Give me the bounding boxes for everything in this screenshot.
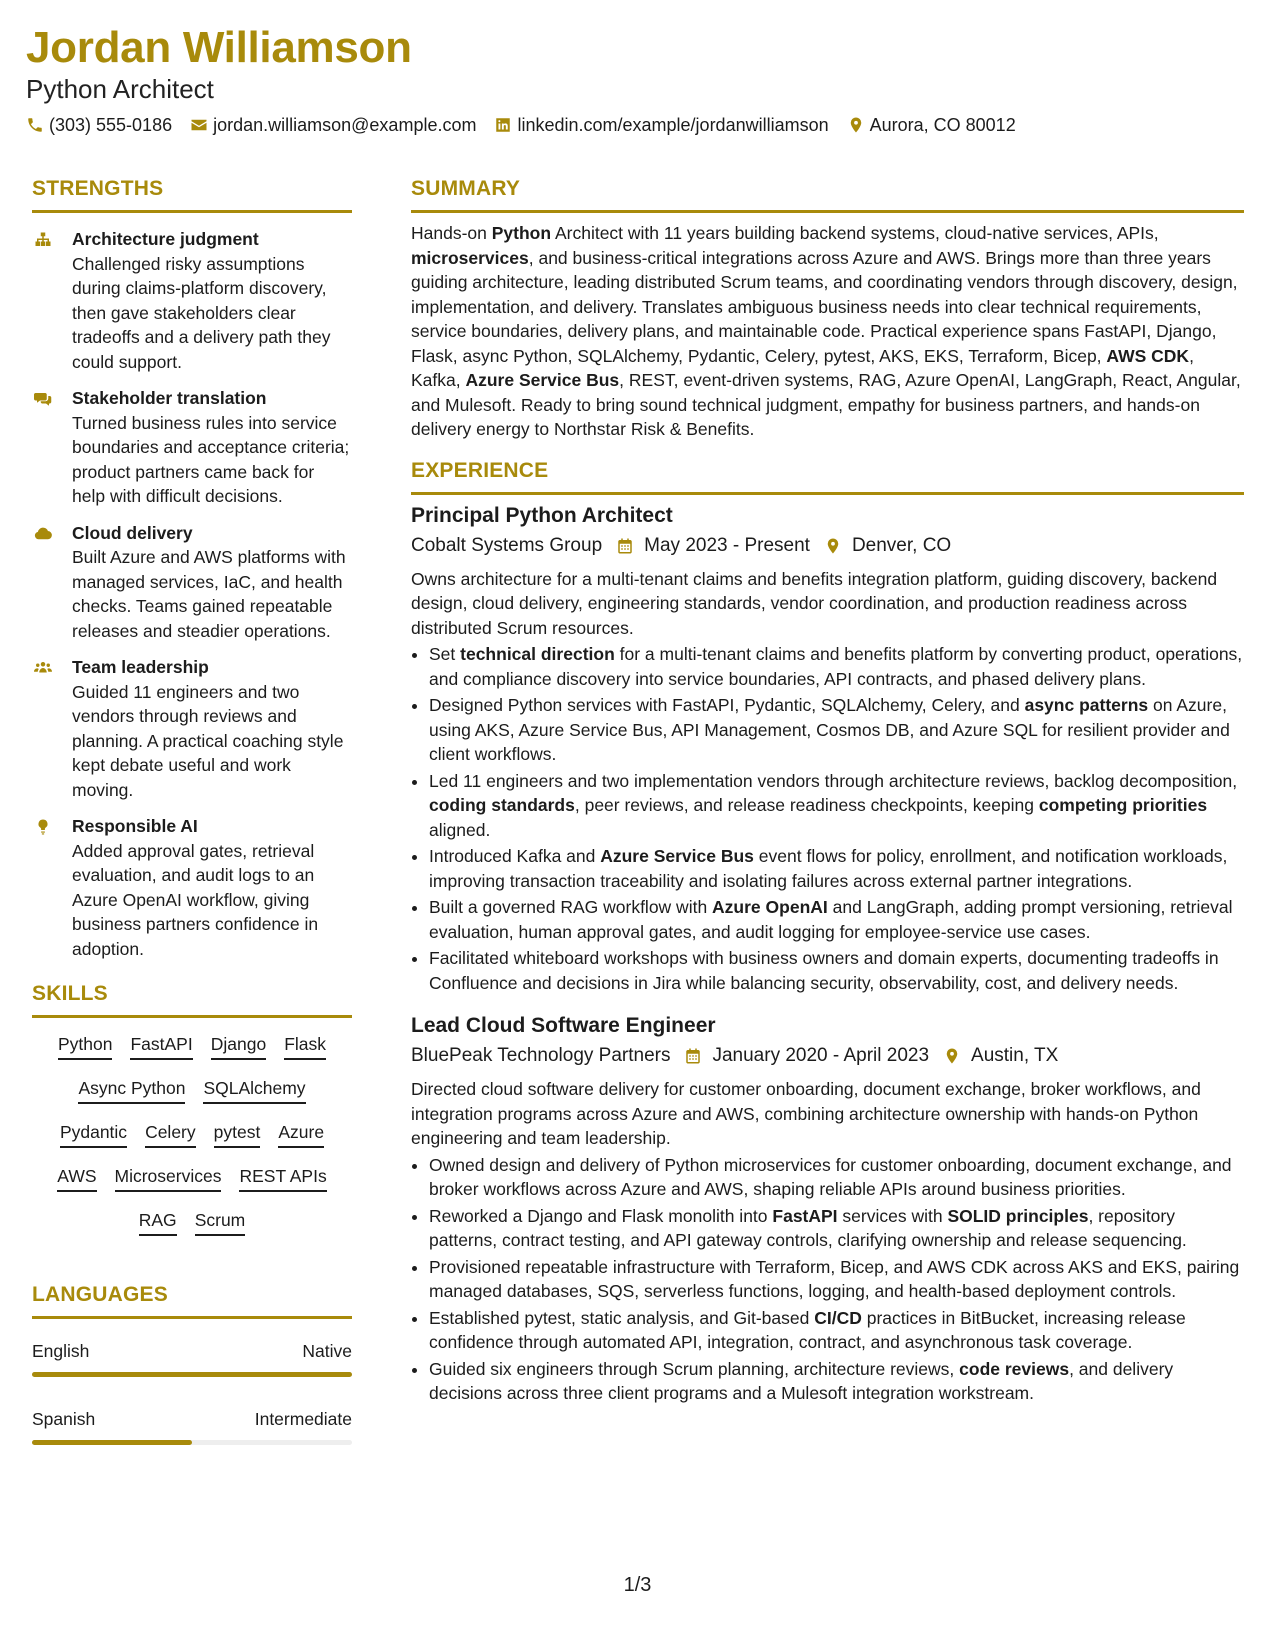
job-dates: May 2023 - Present	[644, 534, 810, 556]
summary-section	[411, 176, 1244, 442]
skills-row	[32, 1120, 352, 1148]
skill-tag: Pydantic	[60, 1120, 127, 1148]
skills-list	[32, 1032, 352, 1236]
language-level: Native	[302, 1341, 352, 1361]
section-divider	[411, 210, 1244, 213]
skill-tag: SQLAlchemy	[203, 1076, 305, 1104]
skill-tag: Async Python	[78, 1076, 185, 1104]
bold-keyword: Python	[491, 223, 552, 243]
language-proficiency-bar	[32, 1440, 352, 1445]
strength-description: Turned business rules into service boundaries and acceptance criteria; product partners came back for help with difficult decisions.	[72, 412, 350, 506]
job-company: BluePeak Technology Partners	[411, 1045, 671, 1066]
language-name: Spanish	[32, 1409, 96, 1429]
phone-icon	[26, 116, 44, 134]
jobs-list	[411, 501, 1244, 1406]
strength-title: Team leadership	[72, 657, 209, 677]
skill-tag: pytest	[214, 1120, 261, 1148]
envelope-icon	[190, 116, 208, 134]
bold-keyword: coding standards	[429, 795, 575, 815]
bullet-item: • Introduced Kafka and Azure Service Bus event flows for policy, enrollment, and notification workloads, improving transaction traceability and isolating failures across external partner integrations.	[429, 844, 1244, 893]
lightbulb-icon	[32, 814, 72, 961]
languages-section	[32, 1282, 352, 1445]
language-name: English	[32, 1341, 90, 1361]
job-description: Directed cloud software delivery for customer onboarding, document exchange, broker workflows, and integration programs across Azure and AWS, combining architecture ownership with hands-on Python engineering and team leadership.	[411, 1079, 1201, 1148]
bold-keyword: FastAPI	[772, 1205, 838, 1226]
contact-linkedin[interactable]	[494, 112, 828, 138]
strength-title: Responsible AI	[72, 816, 198, 836]
job-location: Denver, CO	[851, 534, 952, 556]
phone-text: (303) 555-0186	[49, 115, 173, 135]
bold-keyword: Azure Service Bus	[600, 846, 754, 866]
languages-heading: LANGUAGES	[32, 1283, 168, 1306]
section-divider	[411, 492, 1244, 495]
languages-list	[32, 1339, 352, 1445]
strength-item	[32, 227, 352, 374]
skill-tag: Scrum	[195, 1208, 246, 1236]
bullet-item: • Facilitated whiteboard workshops with business owners and domain experts, documenting tradeoffs in Confluence and decisions in Jira while balancing security, observability, cost, and delivery needs.	[429, 946, 1244, 995]
strength-text	[72, 814, 352, 961]
skill-tag: REST APIs	[239, 1164, 326, 1192]
skills-row	[32, 1208, 352, 1236]
bullet-item: • Owned design and delivery of Python microservices for customer onboarding, document exchange, and broker workflows across Azure and AWS, shaping reliable APIs around business priorities.	[429, 1153, 1244, 1202]
page-number: 1/3	[623, 1574, 652, 1596]
bold-keyword: SOLID principles	[947, 1205, 1089, 1226]
bold-keyword: async patterns	[1024, 695, 1149, 715]
skill-tag: Azure	[278, 1120, 324, 1148]
skill-tag: FastAPI	[130, 1032, 192, 1060]
section-divider	[32, 1015, 352, 1018]
contact-phone[interactable]	[26, 112, 172, 138]
experience-heading: EXPERIENCE	[411, 458, 549, 482]
map-marker-icon	[943, 1047, 961, 1065]
strength-title: Architecture judgment	[72, 229, 259, 249]
skills-heading: SKILLS	[32, 982, 108, 1005]
job-meta	[411, 531, 1244, 561]
cloud-icon	[32, 521, 72, 644]
strength-text	[72, 386, 352, 509]
strength-title: Stakeholder translation	[72, 388, 267, 408]
job-company: Cobalt Systems Group	[411, 534, 603, 556]
skill-tag: Celery	[145, 1120, 196, 1148]
strength-item	[32, 386, 352, 509]
bold-keyword: CI/CD	[814, 1307, 862, 1328]
language-level: Intermediate	[254, 1409, 352, 1429]
bold-keyword: microservices	[411, 247, 529, 268]
experience-section	[411, 458, 1244, 1406]
bullet-item: • Set technical direction for a multi-tenant claims and benefits platform by converting product, operations, and compliance discovery into service boundaries, API contracts, and phased delivery plans.	[429, 642, 1244, 691]
bullet-item: • Built a governed RAG workflow with Azure OpenAI and LangGraph, adding prompt versioning, retrieval evaluation, human approval gates, and audit logging for employee-service use cases.	[429, 895, 1244, 944]
skills-section	[32, 981, 352, 1236]
strength-title: Cloud delivery	[72, 522, 193, 543]
job-description: Owns architecture for a multi-tenant claims and benefits integration platform, guiding discovery, backend design, cloud delivery, engineering standards, vendor coordination, and production readiness across distributed Scrum resources.	[411, 568, 1218, 638]
bullet-item: • Led 11 engineers and two implementation vendors through architecture reviews, backlog decomposition, coding standards, peer reviews, and release readiness checkpoints, keeping competing priorities aligned.	[429, 769, 1244, 843]
bold-keyword: Azure Service Bus	[465, 370, 620, 390]
job-entry	[411, 1011, 1244, 1406]
strengths-section	[32, 176, 352, 961]
job-meta	[411, 1041, 1244, 1071]
contact-email[interactable]	[190, 112, 476, 138]
strength-description: Guided 11 engineers and two vendors through reviews and planning. A practical coaching style kept debate useful and work moving.	[72, 681, 344, 800]
left-column	[32, 176, 352, 1445]
skill-tag: Python	[58, 1032, 112, 1060]
bold-keyword: competing priorities	[1038, 795, 1208, 815]
map-marker-icon	[824, 537, 842, 555]
language-proficiency-fill	[32, 1440, 192, 1445]
strength-item	[32, 521, 352, 644]
skill-tag: AWS	[57, 1164, 96, 1192]
linkedin-text: linkedin.com/example/jordanwilliamson	[517, 115, 829, 135]
skill-tag: RAG	[139, 1208, 177, 1236]
bold-keyword: technical direction	[460, 644, 615, 664]
summary-heading: SUMMARY	[411, 177, 521, 200]
map-marker-icon	[847, 116, 865, 134]
email-text: jordan.williamson@example.com	[213, 115, 477, 135]
strengths-heading: STRENGTHS	[32, 177, 164, 200]
language-proficiency-bar	[32, 1372, 352, 1377]
skill-tag: Django	[211, 1032, 266, 1060]
bullet-item: • Established pytest, static analysis, and Git-based CI/CD practices in BitBucket, increasing release confidence through automated API, integration, contract, and asynchronous task coverage.	[429, 1306, 1244, 1355]
bold-keyword: AWS CDK	[1106, 345, 1190, 366]
job-entry	[411, 501, 1244, 996]
language-proficiency-fill	[32, 1372, 352, 1377]
comments-icon	[32, 386, 72, 509]
right-column	[411, 176, 1244, 1408]
bullet-item: • Provisioned repeatable infrastructure with Terraform, Bicep, and AWS CDK across AKS and EKS, pairing managed databases, SQS, serverless functions, logging, and health-based deployment controls.	[429, 1255, 1244, 1304]
strength-text	[72, 227, 352, 374]
strength-item	[32, 814, 352, 961]
strength-item	[32, 655, 352, 802]
language-row	[32, 1407, 352, 1431]
skills-row	[32, 1032, 352, 1060]
bold-keyword: code reviews	[959, 1358, 1070, 1379]
section-divider	[32, 210, 352, 213]
strength-text	[72, 521, 352, 644]
location-text: Aurora, CO 80012	[869, 115, 1016, 135]
linkedin-icon	[494, 116, 512, 134]
language-item	[32, 1407, 352, 1445]
bold-keyword: Azure OpenAI	[712, 897, 828, 917]
bullet-item: • Reworked a Django and Flask monolith into FastAPI services with SOLID principles, repository patterns, contract testing, and API gateway controls, clarifying ownership and release sequencing.	[429, 1204, 1244, 1253]
job-bullets	[411, 642, 1244, 995]
users-icon	[32, 655, 72, 802]
candidate-name: Jordan Williamson	[26, 23, 412, 72]
contact-location	[847, 112, 1016, 138]
strengths-list	[32, 227, 352, 961]
skill-tag: Flask	[284, 1032, 326, 1060]
language-item	[32, 1339, 352, 1377]
calendar-icon	[684, 1047, 702, 1065]
job-location: Austin, TX	[971, 1045, 1059, 1066]
calendar-icon	[616, 537, 634, 555]
strength-text	[72, 655, 352, 802]
bullet-item: • Guided six engineers through Scrum planning, architecture reviews, code reviews, and delivery decisions across three client programs and a Mulesoft integration workstream.	[429, 1357, 1244, 1406]
bullet-item: • Designed Python services with FastAPI, Pydantic, SQLAlchemy, Celery, and async patterns on Azure, using AKS, Azure Service Bus, API Management, Cosmos DB, and Azure SQL for resilient provider and client workflows.	[429, 693, 1244, 767]
section-divider	[32, 1316, 352, 1319]
skill-tag: Microservices	[115, 1164, 222, 1192]
job-bullets	[411, 1153, 1244, 1406]
skills-row	[32, 1076, 352, 1104]
job-dates: January 2020 - April 2023	[712, 1045, 930, 1066]
strength-description: Built Azure and AWS platforms with managed services, IaC, and health checks. Teams gained repeatable releases and steadier operations.	[72, 547, 346, 641]
strength-description: Added approval gates, retrieval evaluation, and audit logs to an Azure OpenAI workflow, giving business partners confidence in adoption.	[72, 840, 319, 959]
strength-description: Challenged risky assumptions during claims-platform discovery, then gave stakeholders clear tradeoffs and a delivery path they could support.	[72, 253, 331, 372]
contact-bar	[26, 112, 1016, 138]
candidate-title: Python Architect	[26, 74, 214, 104]
language-row	[32, 1339, 352, 1363]
job-title: Principal Python Architect	[411, 503, 673, 527]
sitemap-icon	[32, 227, 72, 374]
summary-text: Hands-on Python Architect with 11 years building backend systems, cloud-native services, APIs, microservices, and business-critical integrations across Azure and AWS. Brings more than three years guiding architecture, leading distributed Scrum teams, and coordinating vendors through discovery, design, implementation, and delivery. Translates ambiguous business needs into clear technical requirements, service boundaries, delivery plans, and maintainable code. Practical experience spans FastAPI, Django, Flask, async Python, SQLAlchemy, Pydantic, Celery, pytest, AKS, EKS, Terraform, Bicep, AWS CDK, Kafka, Azure Service Bus, REST, event-driven systems, RAG, Azure OpenAI, LangGraph, React, Angular, and Mulesoft. Ready to bring sound technical judgment, empathy for business partners, and hands-on delivery energy to Northstar Risk & Benefits.	[411, 223, 1241, 439]
job-title: Lead Cloud Software Engineer	[411, 1014, 716, 1037]
skills-row	[32, 1164, 352, 1192]
